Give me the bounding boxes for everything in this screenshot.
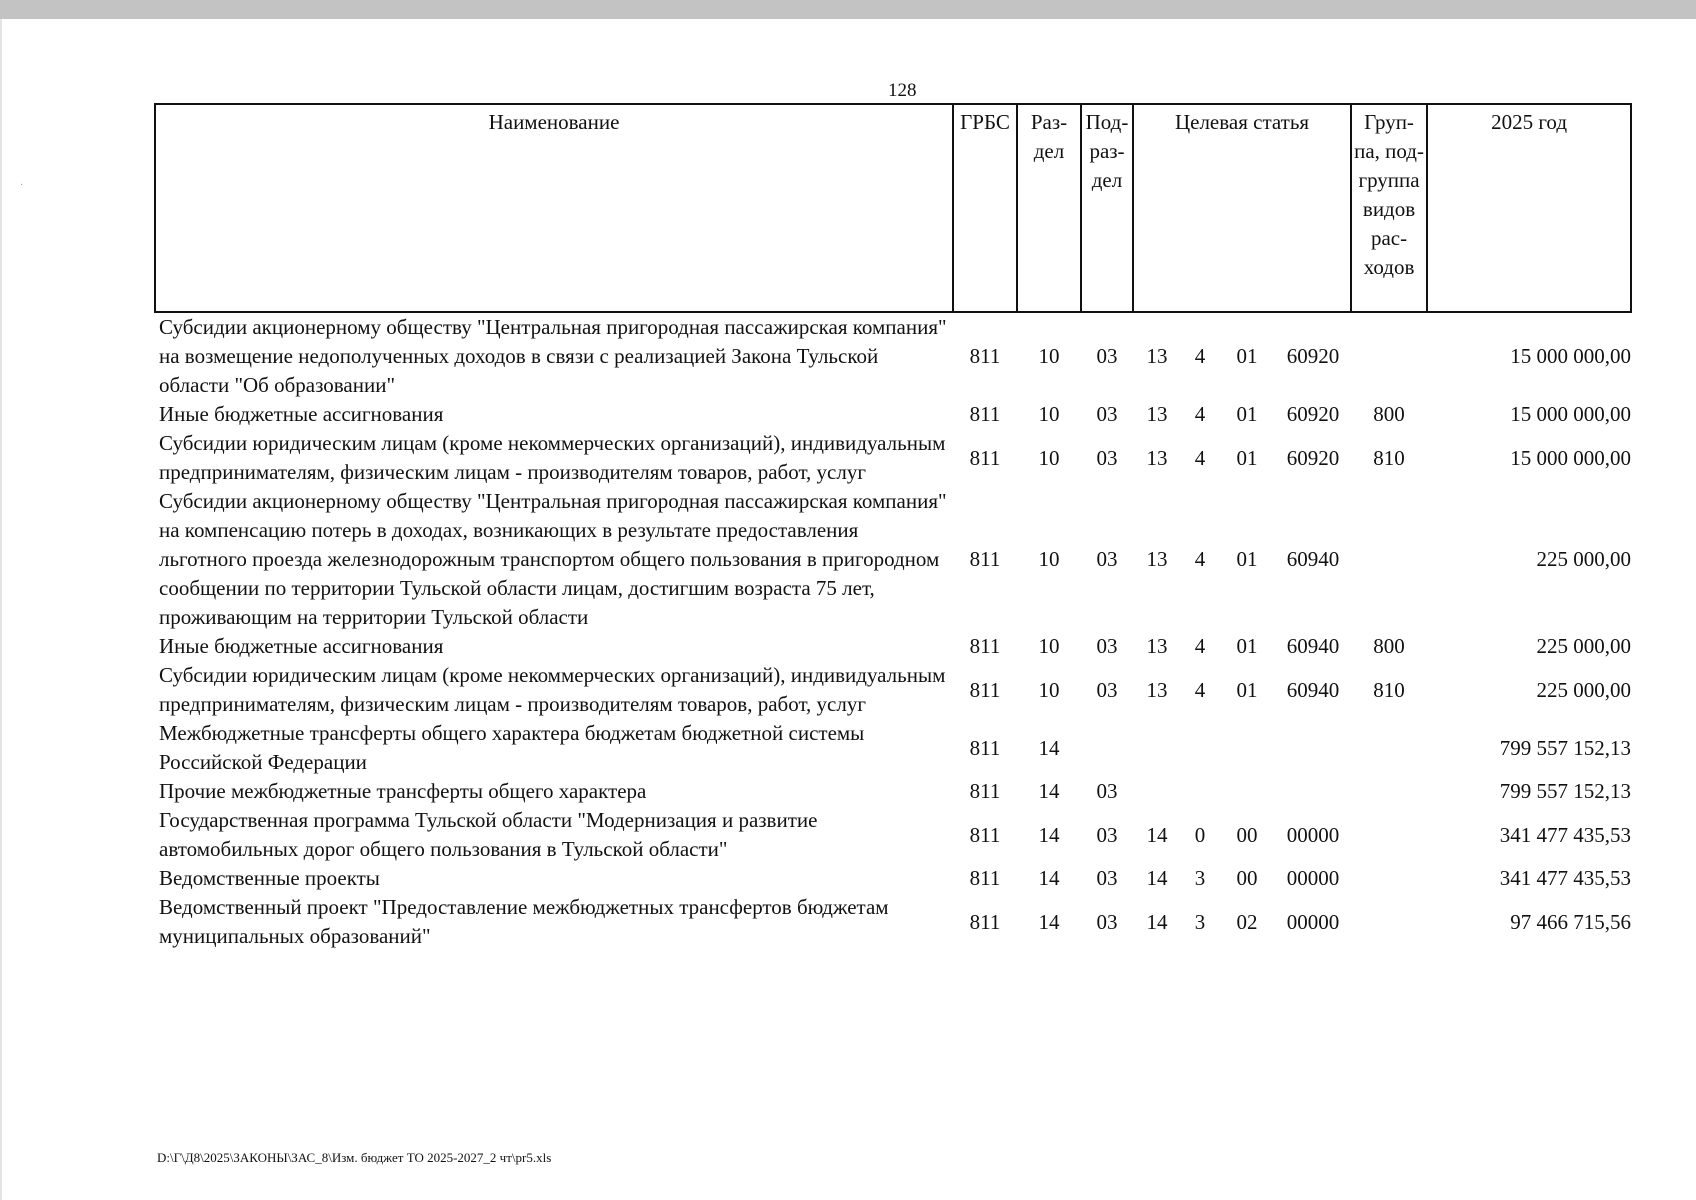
cell-podrazdel: 03: [1096, 402, 1118, 426]
cell-target-program: 13: [1146, 402, 1168, 426]
table-row: [155, 864, 1631, 893]
cell-amount: 15 000 000,00: [1510, 445, 1632, 470]
header-target-article: Целевая статья: [1133, 104, 1351, 312]
cell-razdel: 14: [1038, 866, 1060, 890]
cell-amount: 225 000,00: [1536, 547, 1632, 571]
table-body: [155, 312, 1631, 951]
table-row: [155, 429, 1631, 487]
cell-amount: 341 477 435,53: [1499, 866, 1632, 890]
cell-target-type: 0: [1194, 822, 1206, 847]
cell-grbs: 811: [969, 909, 1001, 934]
cell-expense-group: [1351, 864, 1427, 893]
cell-target-type: 4: [1194, 402, 1206, 426]
cell-podrazdel: [1081, 719, 1133, 777]
page-number: 128: [888, 80, 917, 101]
cell-target-direction: 60940: [1286, 677, 1340, 702]
cell-target-subprogram: 01: [1236, 344, 1258, 368]
header-year-2025: 2025 год: [1427, 104, 1631, 312]
cell-expense-group: [1351, 487, 1427, 632]
cell-podrazdel: 03: [1096, 677, 1118, 702]
cell-amount: 799 557 152,13: [1499, 779, 1632, 803]
cell-expense-group: 810: [1373, 677, 1405, 702]
cell-amount: 341 477 435,53: [1499, 822, 1632, 847]
cell-razdel: 10: [1038, 547, 1060, 571]
cell-name: Субсидии юридическим лицам (кроме некоммерческих организаций), индивидуальным предпринимателям, физическим лицам - производителям товаров, работ, услуг: [159, 663, 946, 716]
cell-expense-group: [1351, 806, 1427, 864]
cell-razdel: 10: [1038, 634, 1060, 658]
table-row: [155, 487, 1631, 632]
cell-grbs: 811: [969, 866, 1001, 890]
cell-amount: 15 000 000,00: [1510, 344, 1632, 368]
scan-top-border: [0, 0, 1696, 19]
cell-expense-group: [1351, 312, 1427, 400]
cell-grbs: 811: [969, 677, 1001, 702]
table-row: [155, 893, 1631, 951]
cell-expense-group: 810: [1373, 445, 1405, 470]
cell-podrazdel: 03: [1096, 445, 1118, 470]
cell-name: Государственная программа Тульской области "Модернизация и развитие автомобильных дорог общего пользования в Тульской области": [159, 808, 818, 861]
cell-name: Ведомственные проекты: [159, 866, 380, 890]
cell-podrazdel: 03: [1096, 634, 1118, 658]
cell-podrazdel: 03: [1096, 344, 1118, 368]
cell-amount: 799 557 152,13: [1499, 735, 1632, 760]
table-row: [155, 777, 1631, 806]
cell-target-direction: 60920: [1286, 445, 1340, 470]
cell-target-subprogram: 01: [1236, 445, 1258, 470]
cell-name: Иные бюджетные ассигнования: [159, 634, 444, 658]
cell-podrazdel: 03: [1096, 779, 1118, 803]
cell-expense-group: [1351, 893, 1427, 951]
cell-target-type: 4: [1194, 547, 1206, 571]
cell-razdel: 14: [1038, 779, 1060, 803]
cell-expense-group: 800: [1373, 634, 1405, 658]
header-podrazdel: Под-раз-дел: [1081, 104, 1133, 312]
cell-amount: 15 000 000,00: [1510, 402, 1632, 426]
cell-amount: 97 466 715,56: [1510, 909, 1632, 934]
table-row: [155, 312, 1631, 400]
cell-target-subprogram: 01: [1236, 634, 1258, 658]
cell-name: Субсидии акционерному обществу "Центральная пригородная пассажирская компания" на возмещение недополученных доходов в связи с реализацией Закона Тульской области "Об образовании": [159, 315, 947, 397]
cell-grbs: 811: [969, 822, 1001, 847]
cell-target-direction: [1275, 777, 1351, 806]
header-expense-group: Груп-па, под-группа видов рас-ходов: [1351, 104, 1427, 312]
table-header-row: [155, 104, 1631, 312]
cell-target-direction: 00000: [1286, 822, 1340, 847]
cell-name: Иные бюджетные ассигнования: [159, 402, 444, 426]
budget-table: [154, 103, 1632, 951]
cell-target-subprogram: 01: [1236, 402, 1258, 426]
cell-target-program: 13: [1146, 677, 1168, 702]
cell-target-program: 14: [1146, 822, 1168, 847]
cell-target-direction: [1275, 719, 1351, 777]
cell-target-direction: 60920: [1286, 402, 1340, 426]
cell-target-program: 14: [1146, 866, 1168, 890]
table-row: [155, 719, 1631, 777]
cell-target-subprogram: 00: [1236, 866, 1258, 890]
cell-target-subprogram: 01: [1236, 547, 1258, 571]
footer-file-path: D:\Г\Д8\2025\ЗАКОНЫ\ЗАС_8\Изм. бюджет ТО 2025-2027_2 чт\pr5.xls: [157, 1150, 552, 1165]
cell-target-type: [1181, 777, 1219, 806]
cell-target-direction: 60920: [1286, 344, 1340, 368]
cell-grbs: 811: [969, 344, 1001, 368]
cell-target-subprogram: 00: [1236, 822, 1258, 847]
cell-name: Межбюджетные трансферты общего характера бюджетам бюджетной системы Российской Федерации: [159, 721, 865, 774]
cell-grbs: 811: [969, 547, 1001, 571]
cell-name: Субсидии акционерному обществу "Центральная пригородная пассажирская компания" на компенсацию потерь в доходах, возникающих в результате предоставления льготного проезда железнодорожным транспортом общего пользования в пригородном сообщении по территории Тульской области лицам, достигшим возраста 75 лет, проживающим на территории Тульской области: [159, 489, 947, 629]
cell-expense-group: 800: [1373, 402, 1405, 426]
cell-target-program: 13: [1146, 547, 1168, 571]
cell-target-type: 3: [1194, 909, 1206, 934]
cell-podrazdel: 03: [1096, 909, 1118, 934]
cell-expense-group: [1351, 719, 1427, 777]
cell-podrazdel: 03: [1096, 822, 1118, 847]
cell-target-type: 3: [1194, 866, 1206, 890]
cell-target-subprogram: [1219, 777, 1275, 806]
cell-razdel: 10: [1038, 402, 1060, 426]
cell-name: Субсидии юридическим лицам (кроме некоммерческих организаций), индивидуальным предпринимателям, физическим лицам - производителям товаров, работ, услуг: [159, 431, 946, 484]
scan-left-edge: [0, 19, 2, 1200]
header-razdel: Раз-дел: [1017, 104, 1081, 312]
cell-podrazdel: 03: [1096, 866, 1118, 890]
cell-razdel: 10: [1038, 344, 1060, 368]
header-grbs: ГРБС: [953, 104, 1017, 312]
cell-target-program: [1133, 777, 1181, 806]
cell-target-program: 13: [1146, 445, 1168, 470]
cell-target-direction: 00000: [1286, 909, 1340, 934]
cell-target-program: 13: [1146, 344, 1168, 368]
cell-name: Прочие межбюджетные трансферты общего характера: [159, 779, 647, 803]
cell-target-subprogram: 02: [1236, 909, 1258, 934]
table-row: [155, 632, 1631, 661]
cell-grbs: 811: [969, 779, 1001, 803]
cell-target-type: [1181, 719, 1219, 777]
cell-podrazdel: 03: [1096, 547, 1118, 571]
table-row: [155, 400, 1631, 429]
cell-grbs: 811: [969, 735, 1001, 760]
cell-target-type: 4: [1194, 634, 1206, 658]
cell-target-type: 4: [1194, 445, 1206, 470]
table-row: [155, 661, 1631, 719]
cell-target-subprogram: 01: [1236, 677, 1258, 702]
scan-artifact: ·: [20, 180, 24, 191]
cell-amount: 225 000,00: [1536, 634, 1632, 658]
cell-razdel: 10: [1038, 677, 1060, 702]
cell-razdel: 14: [1038, 822, 1060, 847]
cell-name: Ведомственный проект "Предоставление межбюджетных трансфертов бюджетам муниципальных образований": [159, 895, 889, 948]
cell-target-program: 14: [1146, 909, 1168, 934]
cell-grbs: 811: [969, 445, 1001, 470]
table-row: [155, 806, 1631, 864]
cell-target-program: 13: [1146, 634, 1168, 658]
cell-razdel: 14: [1038, 909, 1060, 934]
cell-target-direction: 60940: [1286, 547, 1340, 571]
cell-razdel: 10: [1038, 445, 1060, 470]
cell-target-type: 4: [1194, 677, 1206, 702]
cell-amount: 225 000,00: [1536, 677, 1632, 702]
cell-grbs: 811: [969, 634, 1001, 658]
cell-target-type: 4: [1194, 344, 1206, 368]
cell-target-subprogram: [1219, 719, 1275, 777]
cell-target-direction: 00000: [1286, 866, 1340, 890]
cell-razdel: 14: [1038, 735, 1060, 760]
cell-grbs: 811: [969, 402, 1001, 426]
cell-target-program: [1133, 719, 1181, 777]
cell-target-direction: 60940: [1286, 634, 1340, 658]
cell-expense-group: [1351, 777, 1427, 806]
header-name: Наименование: [155, 104, 953, 312]
